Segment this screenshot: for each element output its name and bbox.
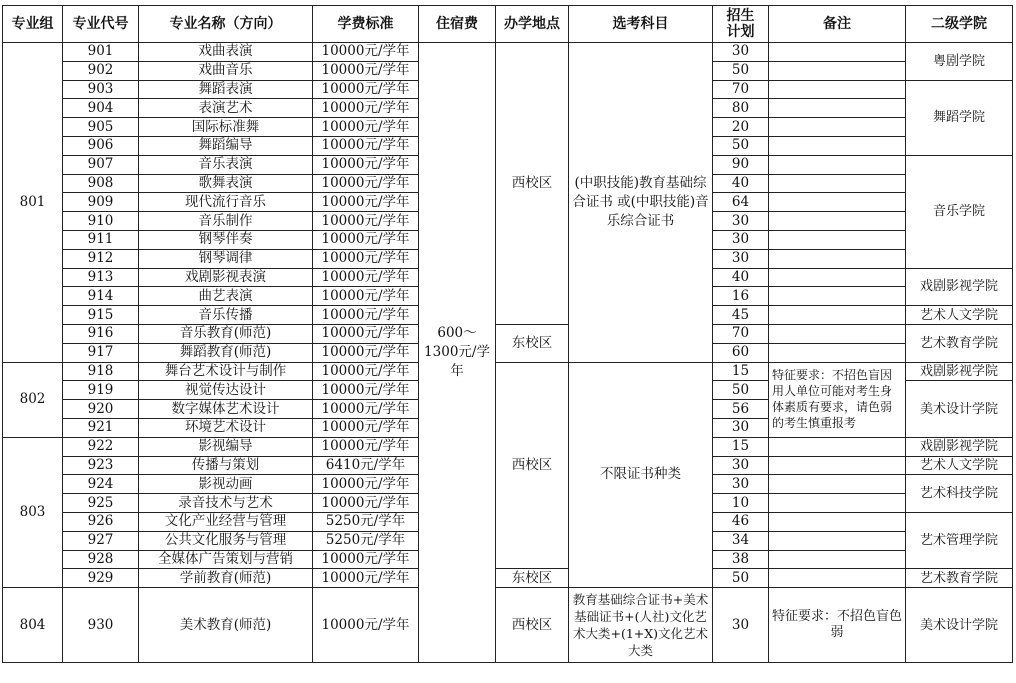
college-cell: 戏剧影视学院: [906, 437, 1013, 456]
tuition-cell: 10000元/学年: [313, 174, 419, 193]
tuition-cell: 10000元/学年: [313, 249, 419, 268]
table-row: [3, 569, 1013, 588]
major-name-cell: 舞台艺术设计与制作: [139, 362, 313, 381]
enrollment-plan-cell: 30: [713, 43, 769, 62]
tuition-cell: 10000元/学年: [313, 193, 419, 212]
major-code-cell: 925: [63, 494, 139, 513]
header-plan: 招生 计划: [713, 6, 769, 43]
major-name-cell: 影视编导: [139, 437, 313, 456]
major-code-cell: 926: [63, 512, 139, 531]
college-cell: 粤剧学院: [906, 43, 1013, 81]
tuition-cell: 5250元/学年: [313, 512, 419, 531]
tuition-cell: 10000元/学年: [313, 569, 419, 588]
header-notes: 备注: [769, 6, 906, 43]
notes-cell: [769, 174, 906, 193]
college-cell: 音乐学院: [906, 155, 1013, 268]
enrollment-plan-cell: 50: [713, 569, 769, 588]
notes-cell: [769, 475, 906, 494]
major-name-cell: 音乐传播: [139, 306, 313, 325]
enrollment-plan-cell: 30: [713, 212, 769, 231]
notes-cell: [769, 324, 906, 343]
tuition-cell: 10000元/学年: [313, 588, 419, 663]
tuition-cell: 10000元/学年: [313, 306, 419, 325]
tuition-cell: 10000元/学年: [313, 136, 419, 155]
major-name-cell: 全媒体广告策划与营销: [139, 550, 313, 569]
tuition-cell: 10000元/学年: [313, 324, 419, 343]
header-group: 专业组: [3, 6, 63, 43]
notes-cell: [769, 456, 906, 475]
college-cell: 戏剧影视学院: [906, 268, 1013, 306]
college-cell: 舞蹈学院: [906, 80, 1013, 155]
group-cell: 803: [3, 437, 63, 587]
major-code-cell: 901: [63, 43, 139, 62]
lodging-fee-cell: 600～1300元/学年: [419, 43, 496, 663]
tuition-cell: 10000元/学年: [313, 362, 419, 381]
campus-cell: 东校区: [496, 569, 569, 588]
major-name-cell: 舞蹈教育(师范): [139, 343, 313, 362]
major-name-cell: 钢琴伴奏: [139, 230, 313, 249]
major-name-cell: 音乐教育(师范): [139, 324, 313, 343]
group-cell: 802: [3, 362, 63, 437]
subjects-cell: 不限证书种类: [569, 362, 713, 588]
major-code-cell: 906: [63, 136, 139, 155]
notes-cell: [769, 212, 906, 231]
major-name-cell: 舞蹈编导: [139, 136, 313, 155]
major-name-cell: 影视动画: [139, 475, 313, 494]
enrollment-plan-cell: 30: [713, 475, 769, 494]
enrollment-plan-cell: 40: [713, 268, 769, 287]
notes-cell: [769, 306, 906, 325]
notes-cell: [769, 512, 906, 531]
enrollment-plan-cell: 80: [713, 99, 769, 118]
group-cell: 804: [3, 588, 63, 663]
header-subjects: 选考科目: [569, 6, 713, 43]
header-code: 专业代号: [63, 6, 139, 43]
major-code-cell: 917: [63, 343, 139, 362]
college-cell: 艺术教育学院: [906, 569, 1013, 588]
major-code-cell: 907: [63, 155, 139, 174]
notes-cell: 特征要求：不招色盲色弱: [769, 588, 906, 663]
enrollment-plan-cell: 40: [713, 174, 769, 193]
subjects-cell: 教育基础综合证书+美术基础证书+(人社)文化艺术大类+(1+X)文化艺术大类: [569, 588, 713, 663]
major-code-cell: 908: [63, 174, 139, 193]
college-cell: 美术设计学院: [906, 381, 1013, 437]
notes-cell: [769, 118, 906, 137]
campus-cell: 西校区: [496, 588, 569, 663]
notes-cell: [769, 155, 906, 174]
enrollment-plan-cell: 90: [713, 155, 769, 174]
tuition-cell: 6410元/学年: [313, 456, 419, 475]
header-name: 专业名称（方向）: [139, 6, 313, 43]
major-name-cell: 戏曲音乐: [139, 61, 313, 80]
tuition-cell: 10000元/学年: [313, 475, 419, 494]
notes-cell: [769, 550, 906, 569]
college-cell: 艺术科技学院: [906, 475, 1013, 513]
table-row: [3, 588, 1013, 663]
enrollment-table: [2, 5, 1013, 663]
college-cell: 艺术人文学院: [906, 306, 1013, 325]
enrollment-plan-cell: 64: [713, 193, 769, 212]
tuition-cell: 10000元/学年: [313, 343, 419, 362]
tuition-cell: 10000元/学年: [313, 268, 419, 287]
enrollment-plan-cell: 70: [713, 80, 769, 99]
major-code-cell: 918: [63, 362, 139, 381]
major-name-cell: 国际标准舞: [139, 118, 313, 137]
major-name-cell: 曲艺表演: [139, 287, 313, 306]
major-code-cell: 927: [63, 531, 139, 550]
major-name-cell: 音乐制作: [139, 212, 313, 231]
notes-cell: [769, 437, 906, 456]
tuition-cell: 10000元/学年: [313, 43, 419, 62]
major-code-cell: 930: [63, 588, 139, 663]
tuition-cell: 10000元/学年: [313, 230, 419, 249]
major-code-cell: 922: [63, 437, 139, 456]
major-code-cell: 914: [63, 287, 139, 306]
tuition-cell: 10000元/学年: [313, 212, 419, 231]
enrollment-plan-cell: 46: [713, 512, 769, 531]
notes-cell: [769, 80, 906, 99]
tuition-cell: 10000元/学年: [313, 381, 419, 400]
header-lodging: 住宿费: [419, 6, 496, 43]
major-code-cell: 905: [63, 118, 139, 137]
subjects-cell: (中职技能)教育基础综合证书 或(中职技能)音乐综合证书: [569, 43, 713, 363]
enrollment-plan-cell: 30: [713, 418, 769, 437]
enrollment-plan-cell: 15: [713, 437, 769, 456]
notes-cell: [769, 531, 906, 550]
group-cell: 801: [3, 43, 63, 363]
major-name-cell: 传播与策划: [139, 456, 313, 475]
notes-cell: [769, 569, 906, 588]
table-row: [3, 324, 1013, 343]
college-cell: 美术设计学院: [906, 588, 1013, 663]
major-code-cell: 921: [63, 418, 139, 437]
tuition-cell: 10000元/学年: [313, 61, 419, 80]
enrollment-plan-cell: 30: [713, 588, 769, 663]
college-cell: 艺术人文学院: [906, 456, 1013, 475]
notes-cell: [769, 249, 906, 268]
campus-cell: 西校区: [496, 362, 569, 569]
tuition-cell: 10000元/学年: [313, 494, 419, 513]
enrollment-plan-cell: 56: [713, 400, 769, 419]
major-name-cell: 舞蹈表演: [139, 80, 313, 99]
major-code-cell: 924: [63, 475, 139, 494]
enrollment-plan-cell: 38: [713, 550, 769, 569]
major-name-cell: 戏曲表演: [139, 43, 313, 62]
notes-cell: [769, 43, 906, 62]
tuition-cell: 10000元/学年: [313, 155, 419, 174]
major-name-cell: 表演艺术: [139, 99, 313, 118]
notes-cell: [769, 343, 906, 362]
tuition-cell: 5250元/学年: [313, 531, 419, 550]
major-code-cell: 902: [63, 61, 139, 80]
tuition-cell: 10000元/学年: [313, 118, 419, 137]
major-code-cell: 920: [63, 400, 139, 419]
major-code-cell: 929: [63, 569, 139, 588]
major-name-cell: 现代流行音乐: [139, 193, 313, 212]
major-name-cell: 戏剧影视表演: [139, 268, 313, 287]
enrollment-plan-cell: 30: [713, 230, 769, 249]
major-code-cell: 903: [63, 80, 139, 99]
major-code-cell: 910: [63, 212, 139, 231]
major-code-cell: 912: [63, 249, 139, 268]
major-name-cell: 文化产业经营与管理: [139, 512, 313, 531]
enrollment-plan-cell: 50: [713, 61, 769, 80]
major-name-cell: 数字媒体艺术设计: [139, 400, 313, 419]
table-row: [3, 43, 1013, 62]
major-name-cell: 钢琴调律: [139, 249, 313, 268]
header-fee: 学费标准: [313, 6, 419, 43]
tuition-cell: 10000元/学年: [313, 400, 419, 419]
tuition-cell: 10000元/学年: [313, 80, 419, 99]
notes-cell: [769, 494, 906, 513]
notes-cell: [769, 61, 906, 80]
tuition-cell: 10000元/学年: [313, 437, 419, 456]
tuition-cell: 10000元/学年: [313, 99, 419, 118]
major-name-cell: 美术教育(师范): [139, 588, 313, 663]
notes-cell: [769, 230, 906, 249]
enrollment-plan-cell: 45: [713, 306, 769, 325]
enrollment-plan-cell: 15: [713, 362, 769, 381]
enrollment-plan-cell: 10: [713, 494, 769, 513]
college-cell: 艺术教育学院: [906, 324, 1013, 362]
major-name-cell: 录音技术与艺术: [139, 494, 313, 513]
major-code-cell: 904: [63, 99, 139, 118]
major-code-cell: 915: [63, 306, 139, 325]
header-college: 二级学院: [906, 6, 1013, 43]
major-name-cell: 学前教育(师范): [139, 569, 313, 588]
enrollment-plan-cell: 30: [713, 456, 769, 475]
table-row: [3, 362, 1013, 381]
major-code-cell: 911: [63, 230, 139, 249]
major-name-cell: 公共文化服务与管理: [139, 531, 313, 550]
major-code-cell: 909: [63, 193, 139, 212]
major-code-cell: 923: [63, 456, 139, 475]
tuition-cell: 10000元/学年: [313, 550, 419, 569]
tuition-cell: 10000元/学年: [313, 287, 419, 306]
enrollment-plan-cell: 16: [713, 287, 769, 306]
notes-cell: [769, 136, 906, 155]
enrollment-plan-cell: 50: [713, 136, 769, 155]
major-code-cell: 919: [63, 381, 139, 400]
major-code-cell: 916: [63, 324, 139, 343]
major-name-cell: 歌舞表演: [139, 174, 313, 193]
notes-cell: 特征要求：不招色盲因用人单位可能对考生身体素质有要求，请色弱的考生慎重报考: [769, 362, 906, 437]
major-code-cell: 928: [63, 550, 139, 569]
notes-cell: [769, 193, 906, 212]
enrollment-plan-cell: 34: [713, 531, 769, 550]
enrollment-plan-cell: 20: [713, 118, 769, 137]
enrollment-plan-cell: 30: [713, 249, 769, 268]
campus-cell: 东校区: [496, 324, 569, 362]
major-name-cell: 环境艺术设计: [139, 418, 313, 437]
tuition-cell: 10000元/学年: [313, 418, 419, 437]
header-campus: 办学地点: [496, 6, 569, 43]
notes-cell: [769, 268, 906, 287]
header-row: [3, 6, 1013, 43]
enrollment-plan-cell: 50: [713, 381, 769, 400]
campus-cell: 西校区: [496, 43, 569, 325]
notes-cell: [769, 287, 906, 306]
college-cell: 戏剧影视学院: [906, 362, 1013, 381]
major-name-cell: 视觉传达设计: [139, 381, 313, 400]
college-cell: 艺术管理学院: [906, 512, 1013, 568]
notes-cell: [769, 99, 906, 118]
enrollment-plan-cell: 70: [713, 324, 769, 343]
major-code-cell: 913: [63, 268, 139, 287]
enrollment-plan-cell: 60: [713, 343, 769, 362]
major-name-cell: 音乐表演: [139, 155, 313, 174]
